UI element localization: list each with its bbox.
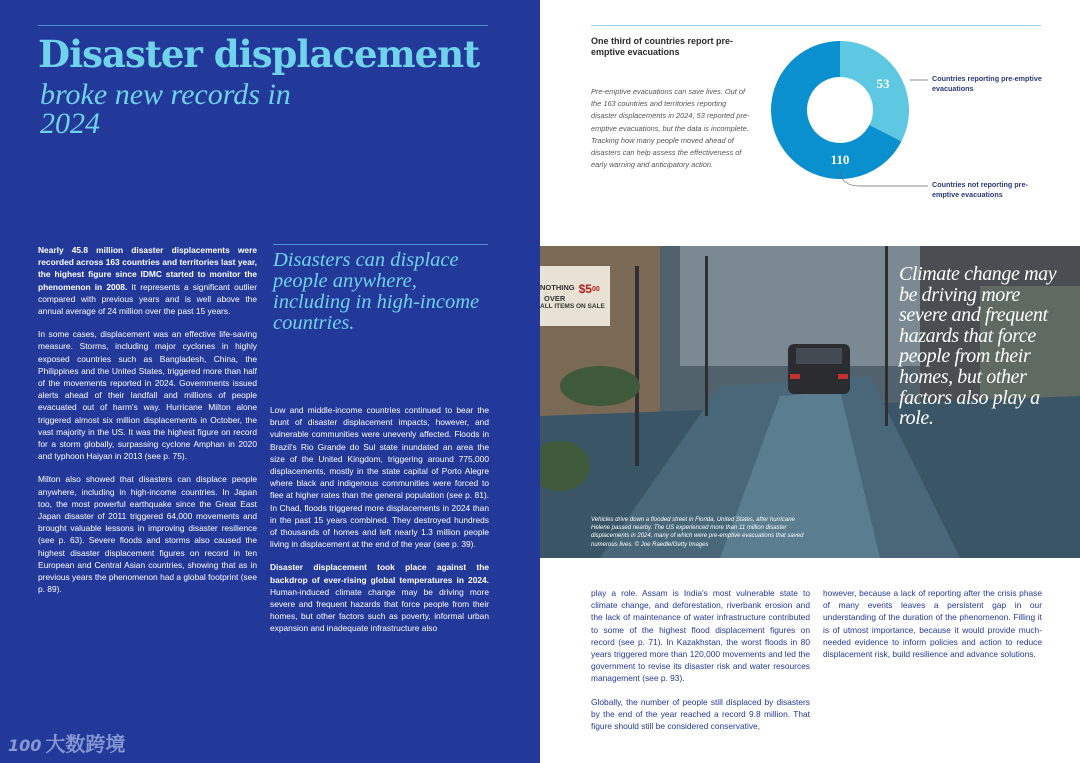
paragraph [38,244,257,317]
paragraph: In some cases, displacement was an effective life-saving measure. Storms, including major cyclones in highly exposed countries such as Bangladesh, China, the Philippines and the United States, triggered more than half of the movements reported in 2024. Governments issued alerts ahead of their landfall and millions of people evacuated out of harm's way. Hurricane Milton alone triggered almost six million displacements in October, the vast majority in the US. It was the highest figure on record for a storm globally, surpassing cyclone Amphan in 2020 and typhoon Haiyan in 2013 (see p. 75). [38,329,257,462]
top-rule [38,25,488,26]
right-top-rule [591,25,1041,26]
donut-chart [760,30,1050,205]
section-rest: Human-induced climate change may be driving more severe and frequent hazards that force people from their homes, but other factors such as poverty, informal urban expansion and inadequate infrastructure also [270,586,489,634]
logo-text: 大数跨境 [45,734,126,756]
lead-rest: It represents a significant outlier compared with previous years and is well above the annual average of 24 million over the past 15 years. [38,281,257,317]
sign-price-main: $5 [578,282,592,296]
sign-line-2: OVER [544,294,566,303]
body-column-3 [591,587,810,743]
watermark-logo [8,728,125,757]
paragraph [270,561,489,634]
slice-reporting [840,41,909,141]
sign-price [579,284,600,295]
paragraph: Low and middle-income countries continued to bear the brunt of disaster displacement impacts, however, and vulnerable communities were unevenly affected. Floods in Brazil's Rio Grande do Sul state inundated an area the size of the United Kingdom, triggering around 775,000 displacements, mostly in the state capital of Porto Alegre where black and indigenous communities were forced to flee at higher rates than the general population (see p. 81). In Chad, floods triggered more displacements in 2024 than in the past 15 years combined. They destroyed hundreds of thousands of homes and left nearly 1.3 million people living in displacement at the end of the year (see p. 39). [270,405,489,550]
legend-not-reporting: Countries not reporting pre-emptive evacuations [932,180,1028,199]
body-column-2 [270,404,489,646]
chart-title: One third of countries report pre-emptive evacuations [591,36,734,57]
body-column-1 [38,244,257,606]
sign-line-3: ALL ITEMS ON SALE [540,303,605,310]
legend-reporting: Countries reporting pre-emptive evacuations [932,74,1042,93]
page-subtitle: broke new records in 2024 [40,78,291,140]
paragraph: Milton also showed that disasters can displace people anywhere, including in high-income countries. In Japan too, the most powerful earthquake since the Great East Japan disaster of 2011 triggered 64,000 movements and brought valuable lessons in improving disaster resilience (see p. 63). Severe floods and storms also caused the highest disaster displacement figures on record in ten European and Central Asian countries, showing that as in previous years the phenomenon had a global footprint (see p. 89). [38,474,257,595]
slice-label-reporting: 53 [876,76,890,91]
section-bold: Disaster displacement took place against the backdrop of ever-rising global temperatures in 2024. [270,562,489,585]
logo-mark: 100 [8,736,42,755]
paragraph: however, because a lack of reporting after the crisis phase of many events leaves a persistent gap in our understanding of the duration of the phenomenon. Filling it is of utmost importance, because it would provide much-needed evidence to inform policies and action to reduce displacement risk, build resilience and advance solutions. [823,588,1042,660]
body-column-4 [823,587,1042,671]
chart-description: Pre-emptive evacuations can save lives. Out of the 163 countries and territories reporting disaster displacements in 2024, 53 reported pre-emptive evacuations, but the data is incomplete. Tracking how many people moved ahead of disasters can help assess the effectiveness of early warning and anticipatory action. [591,87,750,170]
paragraph: play a role. Assam is India's most vulnerable state to climate change, and deforestation, riverbank erosion and the lack of maintenance of water infrastructure contributed to some of the highest flood displacement figures on record (see p. 71). In Kazakhstan, the worst floods in 80 years triggered more than 120,000 movements and led the government to revise its disaster risk and water resources management (see p. 93). [591,588,810,684]
pull-quote-rule [273,244,488,245]
photo-quote: Climate change may be driving more severe and frequent hazards that force people from their homes, but other factors also play a role. [899,263,1057,430]
pull-quote: Disasters can displace people anywhere, including in high-income countries. [273,249,480,334]
lead-bold: Nearly 45.8 million disaster displacements were recorded across 163 countries and territories last year, the highest figure since IDMC started to monitor the phenomenon in 2008. [38,245,257,292]
sign-price-cents: 00 [591,286,600,293]
sign-word: NOTHING [540,283,575,292]
photo-caption: Vehicles drive down a flooded street in Florida, United States, after hurricane Helene passed nearby. The US experienced more than 11 million disaster displacements in 2024, many of which were pre-emptive evacuations that saved numerous lives. © Joe Raedle/Getty Images [591,517,804,548]
shop-sign [540,284,610,314]
page-title: Disaster displacement [38,32,480,76]
paragraph: Globally, the number of people still displaced by disasters by the end of the year reached a record 9.8 million. That figure should still be considered conservative, [591,696,810,732]
slice-label-not-reporting: 110 [830,152,850,167]
